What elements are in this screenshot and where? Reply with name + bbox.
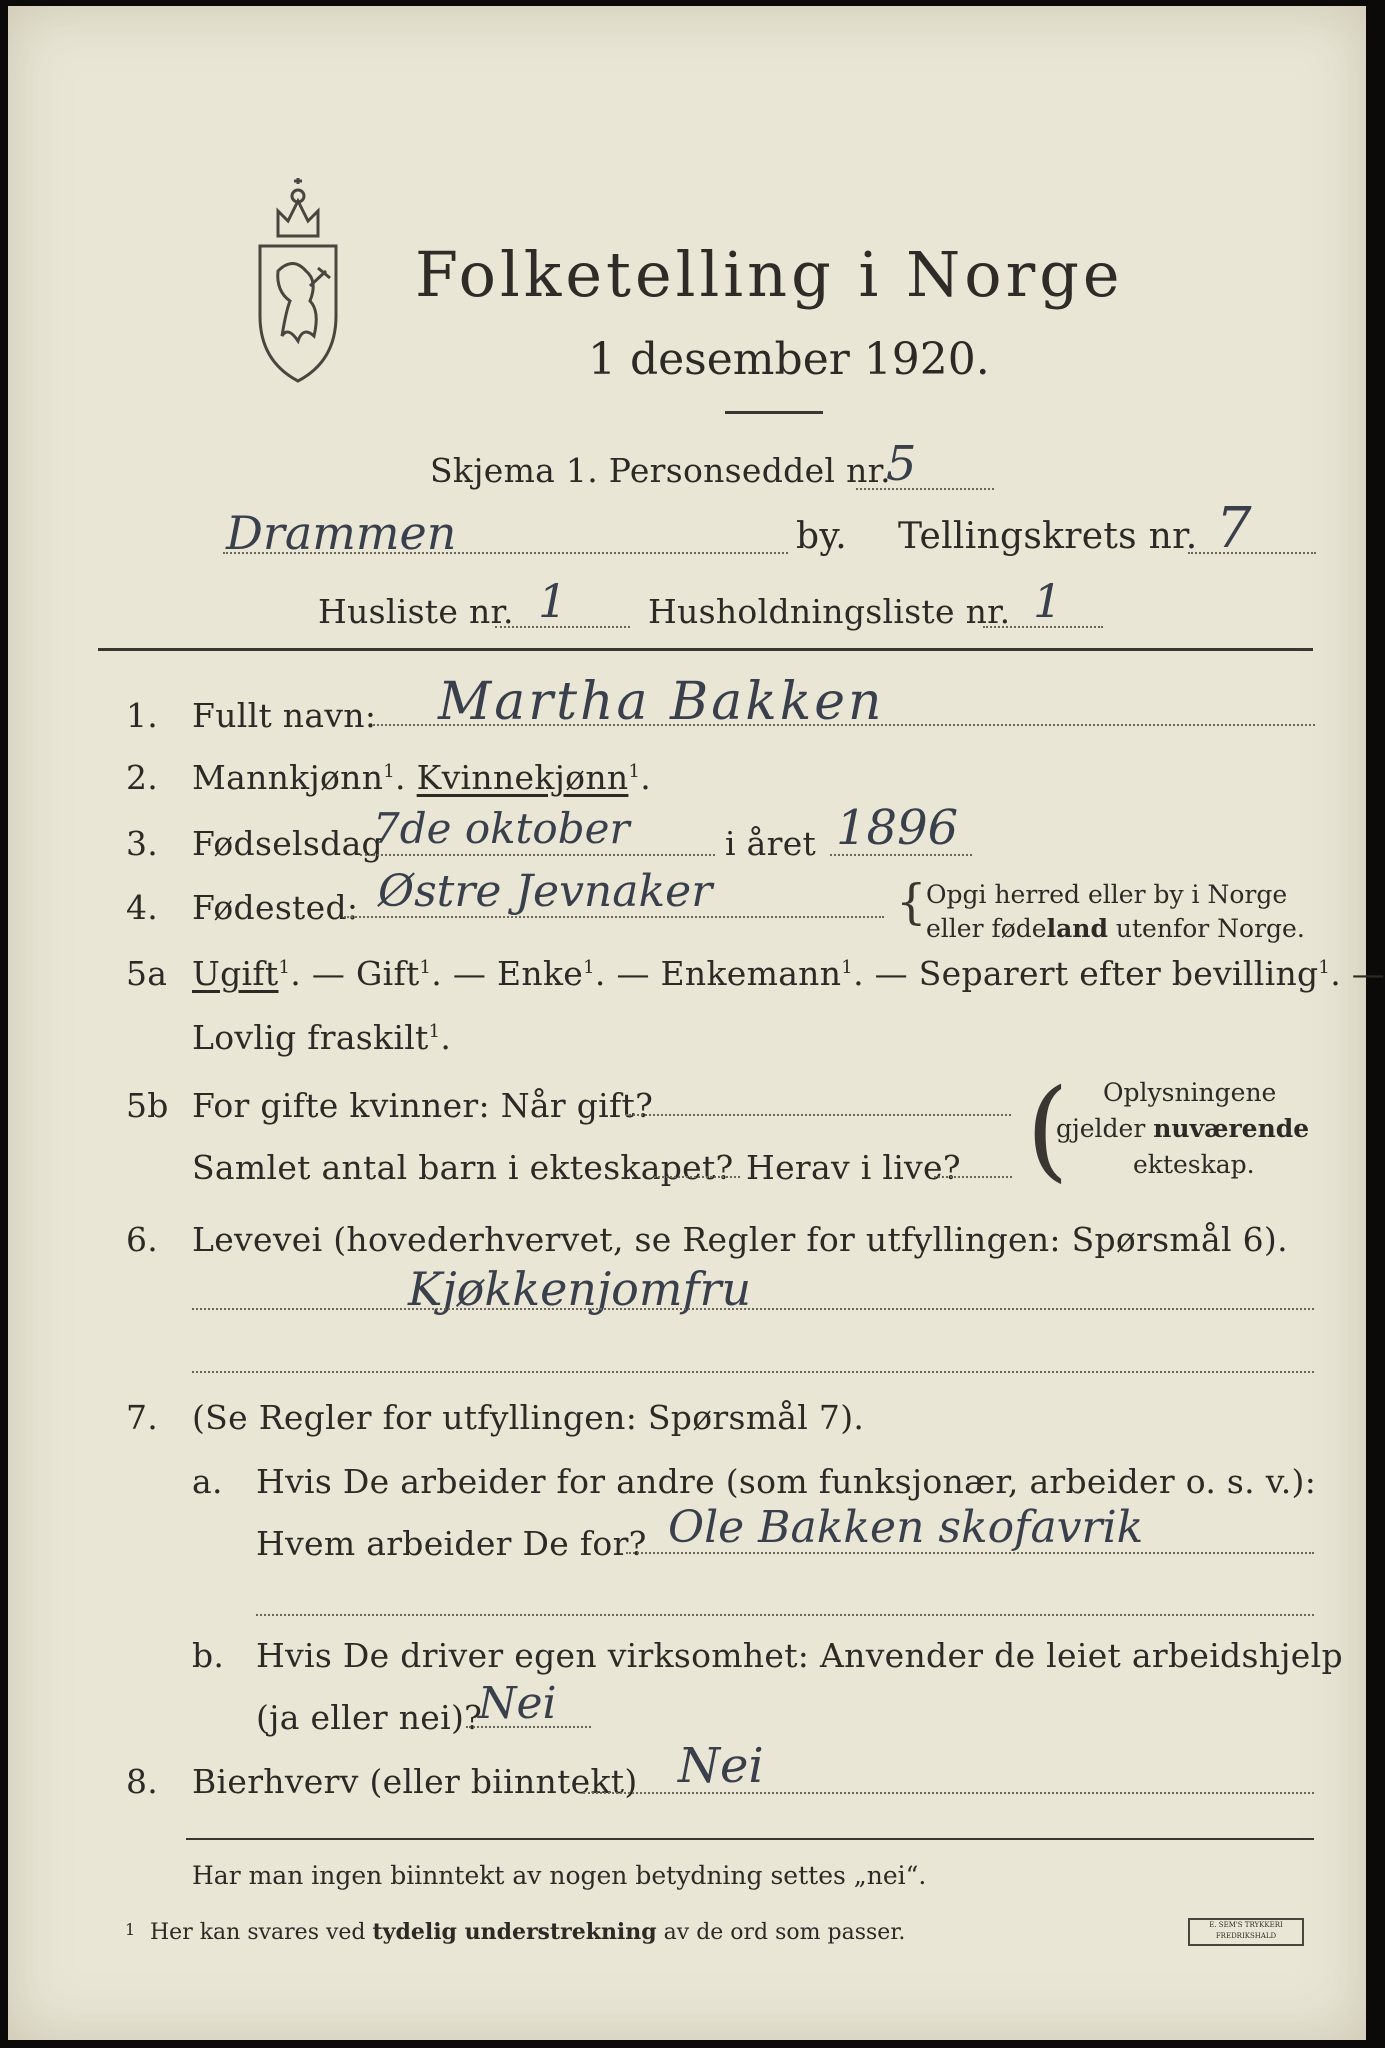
- occupation-field-line2: [192, 1371, 1314, 1373]
- footer-note: Har man ingen biinntekt av nogen betydning settes „nei“.: [192, 1861, 927, 1890]
- q5b-line2b: Herav i live?: [746, 1148, 961, 1187]
- q4-note-line2: eller fødeland utenfor Norge.: [926, 914, 1305, 943]
- q5b-line1: For gifte kvinner: Når gift?: [192, 1086, 654, 1125]
- q4-note-brace: {: [896, 874, 927, 930]
- occupation-field-line1: [192, 1308, 1314, 1310]
- tellingskrets-field: [1188, 552, 1316, 554]
- q7b-line1: Hvis De driver egen virksomhet: Anvender de leiet arbeidshjelp: [256, 1636, 1343, 1675]
- footnote-marker: 1: [125, 1920, 136, 1939]
- by-value: Drammen: [226, 506, 457, 560]
- footer-rule: [186, 1838, 1314, 1840]
- q3-number: 3.: [126, 824, 159, 863]
- kvinnekjonn-option-underlined: Kvinnekjønn: [416, 758, 629, 797]
- q8-label: Bierhverv (eller biinntekt): [192, 1762, 638, 1801]
- q5b-line2a: Samlet antal barn i ekteskapet?: [192, 1148, 734, 1187]
- tellingskrets-value: 7: [1216, 496, 1252, 561]
- q7a-letter: a.: [192, 1462, 223, 1501]
- skjema-label: Skjema 1. Personseddel nr.: [430, 451, 891, 490]
- form-title: Folketelling i Norge: [415, 238, 1124, 311]
- occupation-value: Kjøkkenjomfru: [408, 1262, 752, 1316]
- q6-label: Levevei (hovederhvervet, se Regler for utfyllingen: Spørsmål 6).: [192, 1220, 1288, 1259]
- fraskilt-option: Lovlig fraskilt$^1$.: [192, 1018, 452, 1057]
- footnote-text: Her kan svares ved tydelig understrekning av de ord som passer.: [150, 1919, 906, 1945]
- header-rule: [98, 648, 1313, 651]
- q7a-line1: Hvis De arbeider for andre (som funksjonær, arbeider o. s. v.):: [256, 1462, 1317, 1501]
- ugift-option-underlined: Ugift: [192, 954, 279, 993]
- q1-number: 1.: [126, 696, 159, 735]
- personseddel-number: 5: [886, 436, 917, 492]
- norwegian-lion-coat-of-arms-icon: [248, 176, 348, 386]
- full-name-value: Martha Bakken: [438, 672, 885, 732]
- q4-note-line1: Opgi herred eller by i Norge: [926, 880, 1288, 909]
- q3-label: Fødselsdag: [192, 824, 383, 863]
- title-divider: [725, 411, 823, 414]
- q4-number: 4.: [126, 888, 159, 927]
- q7b-letter: b.: [192, 1636, 225, 1675]
- q5b-note-line2: gjelder nuværende: [1056, 1114, 1310, 1143]
- tellingskrets-label: Tellingskrets nr.: [898, 516, 1198, 557]
- q1-label: Fullt navn:: [192, 696, 377, 735]
- q2-options: Mannkjønn$^1$. Kvinnekjønn$^1$.: [192, 758, 651, 797]
- q5b-note-line3: ekteskap.: [1133, 1150, 1255, 1179]
- side-income-value: Nei: [678, 1738, 764, 1794]
- year-label: i året: [725, 824, 817, 863]
- birthday-field: [360, 854, 715, 856]
- q2-number: 2.: [126, 758, 159, 797]
- birthday-value: 7de oktober: [373, 804, 630, 853]
- employer-value: Ole Bakken skofavrik: [668, 1502, 1144, 1553]
- q5b-number: 5b: [126, 1086, 169, 1125]
- birth-year-value: 1896: [836, 800, 959, 856]
- q6-number: 6.: [126, 1220, 159, 1259]
- husliste-label: Husliste nr.: [318, 592, 514, 631]
- q7-label: (Se Regler for utfyllingen: Spørsmål 7).: [192, 1398, 865, 1437]
- skjema-field: [856, 488, 994, 490]
- q4-label: Fødested:: [192, 888, 359, 927]
- q5b-note-brace: (: [1026, 1065, 1069, 1193]
- printer-stamp: E. SEM'S TRYKKERI FREDRIKSHALD: [1188, 1918, 1304, 1946]
- q7a-line2: Hvem arbeider De for?: [256, 1524, 647, 1563]
- hired-help-value: Nei: [478, 1678, 557, 1729]
- gift-option: Gift: [355, 954, 420, 993]
- husholdningsliste-value: 1: [1033, 574, 1063, 628]
- husliste-value: 1: [538, 574, 568, 628]
- by-label: by.: [796, 516, 847, 557]
- census-date: 1 desember 1920.: [588, 334, 990, 385]
- husholdningsliste-label: Husholdningsliste nr.: [648, 592, 1011, 631]
- q5a-options: Ugift$^1$. — Gift$^1$. — Enke$^1$. — Enkemann$^1$. — Separert efter bevilling$^1$. —: [192, 954, 1385, 993]
- q7-number: 7.: [126, 1398, 159, 1437]
- birthplace-value: Østre Jevnaker: [378, 866, 713, 917]
- enkemann-option: Enkemann: [660, 954, 842, 993]
- q7b-line2: (ja eller nei)?: [256, 1698, 483, 1737]
- married-when-field: [626, 1114, 1011, 1116]
- separert-option: Separert efter bevilling: [918, 954, 1319, 993]
- children-alive-field: [934, 1176, 1012, 1178]
- census-form: [8, 6, 1385, 2040]
- q8-number: 8.: [126, 1762, 159, 1801]
- q5a-number: 5a: [126, 954, 168, 993]
- enke-option: Enke: [497, 954, 584, 993]
- children-count-field: [654, 1176, 740, 1178]
- q5b-note-line1: Oplysningene: [1103, 1078, 1277, 1107]
- mannkjonn-option: Mannkjønn: [192, 758, 384, 797]
- employer-field-line2: [256, 1614, 1314, 1616]
